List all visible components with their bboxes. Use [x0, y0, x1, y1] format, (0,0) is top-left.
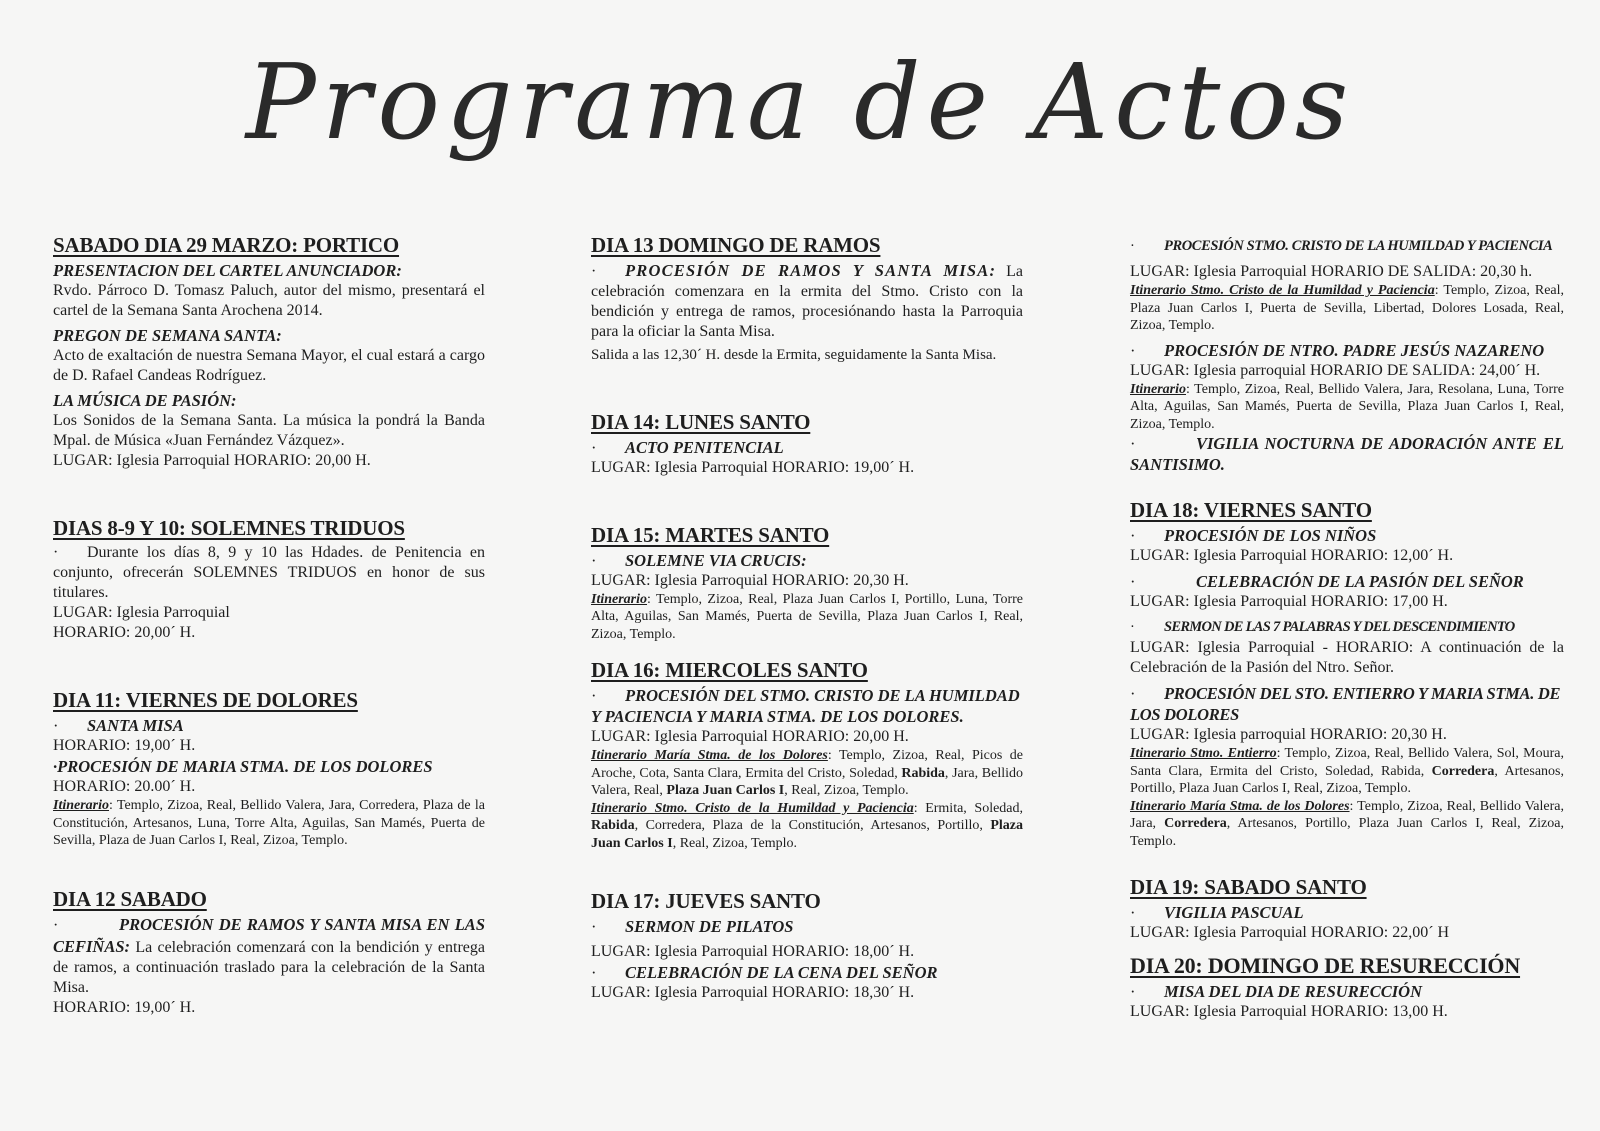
- bullet-icon: ·: [1130, 340, 1136, 360]
- event-text: · PROCESIÓN DE RAMOS Y SANTA MISA: La celebración comenzara en la ermita del Stmo. Cristo con la bendición y entrega de ramos, procesiónando hasta la Parroquia para la oficiar la Santa Misa.: [591, 261, 1024, 340]
- section-heading: DIAS 8-9 Y 10: SOLEMNES TRIDUOS: [53, 516, 405, 540]
- section-domingo-ramos: [591, 232, 1023, 365]
- event-title: · CELEBRACIÓN DE LA CENA DEL SEÑOR: [591, 963, 938, 982]
- itinerary-dolores: Itinerario María Stma. de los Dolores: Templo, Zizoa, Real, Bellido Valera, Jara, Corredera, Artesanos, Portillo, Plaza Juan Carlos I, Real, Zizoa, Templo.: [1130, 798, 1565, 849]
- section-heading: DIA 16: MIERCOLES SANTO: [591, 658, 868, 682]
- event-title: ·PROCESIÓN DE MARIA STMA. DE LOS DOLORES: [53, 757, 433, 776]
- section-heading: DIA 20: DOMINGO DE RESURECCIÓN: [1130, 953, 1521, 978]
- event-text: Los Sonidos de la Semana Santa. La música la pondrá la Banda Mpal. de Música «Juan Fernández Vázquez».: [53, 412, 485, 449]
- event-title: · SOLEMNE VIA CRUCIS:: [591, 550, 807, 570]
- section-miercoles-continued: [1130, 236, 1564, 475]
- event-horario: HORARIO: 20.00´ H.: [53, 778, 196, 795]
- column-1: [53, 232, 485, 1018]
- bullet-icon: ·: [53, 916, 59, 934]
- page-title: [0, 38, 1600, 178]
- event-lugar: LUGAR: Iglesia Parroquial HORARIO: 13,00 H.: [1130, 1003, 1448, 1020]
- event-lugar: LUGAR: Iglesia Parroquial HORARIO: 19,00´ H.: [591, 458, 915, 476]
- event-title: · PROCESIÓN DEL STMO. CRISTO DE LA HUMILDAD Y PACIENCIA Y MARIA STMA. DE LOS DOLORES.: [591, 686, 1020, 726]
- event-lugar: LUGAR: Iglesia Parroquial HORARIO: 22,00´ H: [1130, 924, 1450, 941]
- event-title: LA MÚSICA DE PASIÓN:: [53, 391, 237, 410]
- bullet-icon: ·: [1130, 526, 1136, 545]
- section-lunes-santo: [591, 409, 1023, 478]
- event-title: · VIGILIA NOCTURNA DE ADORACIÓN ANTE EL SANTISIMO.: [1130, 434, 1564, 474]
- itinerary: Itinerario: Templo, Zizoa, Real, Bellido Valera, Jara, Resolana, Luna, Torre Alta, Aguilas, San Mamés, Puerta de Sevilla, Plaza Juan Carlos I, Real, Zizoa, Templo.: [1130, 381, 1564, 432]
- title-text: Programa de Actos: [245, 41, 1355, 163]
- event-lugar: LUGAR: Iglesia Parroquial HORARIO: 17,00 H.: [1130, 593, 1448, 610]
- event-title: PREGON DE SEMANA SANTA:: [53, 326, 282, 345]
- section-sabado-santo: [1130, 874, 1564, 943]
- section-jueves-santo: [591, 888, 1023, 1003]
- section-heading: DIA 17: JUEVES SANTO: [591, 889, 821, 913]
- itinerary: Itinerario: Templo, Zizoa, Real, Bellido Valera, Jara, Corredera, Plaza de la Constitución, Artesanos, Luna, Torre Alta, Aguilas, San Mamés, Puerta de Sevilla, Plaza de Juan Carlos I, Real, Zizoa, Templo.: [53, 798, 485, 848]
- event-title: · SANTA MISA: [53, 716, 184, 735]
- event-text: Rvdo. Párroco D. Tomasz Paluch, autor del mismo, presentará el cartel de la Semana Santa Arochena 2014.: [53, 282, 485, 319]
- bullet-icon: ·: [53, 757, 58, 776]
- event-title: · MISA DEL DIA DE RESURECCIÓN: [1130, 982, 1422, 1001]
- itinerary-entierro: Itinerario Stmo. Entierro: Templo, Zizoa, Real, Bellido Valera, Sol, Moura, Santa Clara, Ermita del Cristo, Soledad, Rabida, Corredera, Artesanos, Portillo, Plaza Juan Carlos I, Real, Zizoa, Templo.: [1130, 746, 1565, 796]
- section-heading: DIA 18: VIERNES SANTO: [1130, 498, 1372, 522]
- bullet-icon: ·: [1130, 982, 1136, 1001]
- event-lugar: LUGAR: Iglesia Parroquial: [53, 604, 230, 621]
- event-text: · Durante los días 8, 9 y 10 las Hdades. de Penitencia en conjunto, ofrecerán SOLEMNES TRIDUOS en honor de sus titulares.: [53, 544, 485, 601]
- event-title: · PROCESIÓN DE NTRO. PADRE JESÚS NAZARENO: [1130, 340, 1545, 360]
- bullet-icon: ·: [591, 963, 597, 982]
- title-script: [245, 38, 1355, 178]
- section-viernes-santo: [1130, 497, 1564, 850]
- event-lugar: LUGAR: Iglesia parroquial HORARIO: 20,30 H.: [1130, 726, 1447, 743]
- event-lugar: LUGAR: Iglesia parroquial HORARIO DE SALIDA: 24,00´ H.: [1130, 361, 1541, 379]
- bullet-icon: ·: [591, 686, 597, 705]
- section-heading: SABADO DIA 29 MARZO: PORTICO: [53, 233, 400, 257]
- column-3: [1130, 236, 1564, 1022]
- bullet-icon: ·: [1130, 434, 1136, 453]
- event-horario: HORARIO: 20,00´ H.: [53, 624, 196, 641]
- section-heading: DIA 14: LUNES SANTO: [591, 409, 811, 434]
- bullet-icon: ·: [1130, 572, 1136, 591]
- section-heading: DIA 19: SABADO SANTO: [1130, 875, 1367, 899]
- bullet-icon: ·: [53, 544, 59, 561]
- section-dia-12-sabado: [53, 886, 485, 1018]
- event-text: Acto de exaltación de nuestra Semana Mayor, el cual estará a cargo de D. Rafael Candeas Rodríguez.: [53, 347, 485, 384]
- itinerary-cristo: Itinerario Stmo. Cristo de la Humildad y Paciencia: Ermita, Soledad, Rabida, Corredera, Plaza de la Constitución, Artesanos, Portillo, Plaza Juan Carlos I, Real, Zizoa, Templo.: [591, 800, 1024, 851]
- event-title: PRESENTACION DEL CARTEL ANUNCIADOR:: [53, 261, 402, 280]
- bullet-icon: ·: [591, 437, 597, 457]
- bullet-icon: ·: [1130, 238, 1135, 254]
- event-title: · PROCESIÓN DE LOS NIÑOS: [1130, 526, 1377, 545]
- section-heading: DIA 15: MARTES SANTO: [591, 522, 830, 547]
- column-2: [591, 232, 1023, 1003]
- section-heading: DIA 11: VIERNES DE DOLORES: [53, 688, 358, 712]
- section-solemnes-triduos: [53, 515, 485, 643]
- itinerary: Itinerario: Templo, Zizoa, Real, Plaza Juan Carlos I, Portillo, Luna, Torre Alta, Aguilas, San Mamés, Puerta de Sevilla, Plaza Juan Carlos I, Real, Zizoa, Templo.: [591, 591, 1023, 642]
- section-heading: DIA 12 SABADO: [53, 886, 207, 911]
- bullet-icon: ·: [591, 917, 597, 936]
- event-lugar: LUGAR: Iglesia Parroquial HORARIO DE SALIDA: 20,30 h.: [1130, 263, 1533, 280]
- event-salida: Salida a las 12,30´ H. desde la Ermita, seguidamente la Santa Misa.: [591, 347, 997, 363]
- event-lugar: LUGAR: Iglesia Parroquial HORARIO: 20,30 H.: [591, 571, 909, 589]
- section-heading: DIA 13 DOMINGO DE RAMOS: [591, 233, 881, 257]
- itinerary: Itinerario Stmo. Cristo de la Humildad y Paciencia: Templo, Zizoa, Real, Plaza Juan Carlos I, Puerta de Sevilla, Libertad, Dolores Losada, Real, Zizoa, Templo.: [1130, 283, 1565, 333]
- bullet-icon: ·: [1130, 903, 1136, 922]
- event-title: · SERMON DE LAS 7 PALABRAS Y DEL DESCENDIMIENTO: [1130, 617, 1564, 638]
- event-lugar: LUGAR: Iglesia Parroquial HORARIO: 18,00´ H.: [591, 943, 915, 960]
- event-lugar: LUGAR: Iglesia Parroquial HORARIO: 20,00 H.: [591, 728, 909, 745]
- event-lugar: LUGAR: Iglesia Parroquial HORARIO: 20,00 H.: [53, 452, 371, 469]
- bullet-icon: ·: [53, 716, 59, 735]
- event-lugar: LUGAR: Iglesia Parroquial - HORARIO: A continuación de la Celebración de la Pasión del Ntro. Señor.: [1130, 639, 1564, 676]
- section-domingo-resureccion: [1130, 953, 1564, 1022]
- section-viernes-dolores: [53, 687, 485, 850]
- event-text: · PROCESIÓN DE RAMOS Y SANTA MISA EN LAS CEFIÑAS: La celebración comenzará con la bendición y entrega de ramos, a continuación traslado para la celebración de la Santa Misa.: [53, 914, 485, 996]
- itinerary-dolores: Itinerario María Stma. de los Dolores: Templo, Zizoa, Real, Picos de Aroche, Cota, Santa Clara, Ermita del Cristo, Soledad, Rabida, Jara, Bellido Valera, Real, Plaza Juan Carlos I, Real, Zizoa, Templo.: [591, 748, 1023, 798]
- event-title: · SERMON DE PILATOS: [591, 917, 794, 936]
- event-title: · ACTO PENITENCIAL: [591, 437, 784, 457]
- bullet-icon: ·: [1130, 619, 1135, 635]
- section-sabado-29-marzo: [53, 232, 485, 471]
- event-title: · CELEBRACIÓN DE LA PASIÓN DEL SEÑOR: [1130, 572, 1524, 591]
- event-title: · VIGILIA PASCUAL: [1130, 903, 1304, 922]
- event-horario: HORARIO: 19,00´ H.: [53, 737, 196, 754]
- event-title: · PROCESIÓN DEL STO. ENTIERRO Y MARIA STMA. DE LOS DOLORES: [1130, 684, 1561, 724]
- event-title: · PROCESIÓN STMO. CRISTO DE LA HUMILDAD Y PACIENCIA: [1130, 236, 1564, 257]
- section-miercoles-santo: [591, 657, 1023, 852]
- bullet-icon: ·: [591, 550, 597, 570]
- bullet-icon: ·: [1130, 684, 1136, 703]
- bullet-icon: ·: [591, 263, 597, 280]
- event-lugar: LUGAR: Iglesia Parroquial HORARIO: 18,30´ H.: [591, 984, 915, 1001]
- event-lugar: LUGAR: Iglesia Parroquial HORARIO: 12,00´ H.: [1130, 547, 1454, 564]
- section-martes-santo: [591, 522, 1023, 644]
- event-horario: HORARIO: 19,00´ H.: [53, 998, 196, 1016]
